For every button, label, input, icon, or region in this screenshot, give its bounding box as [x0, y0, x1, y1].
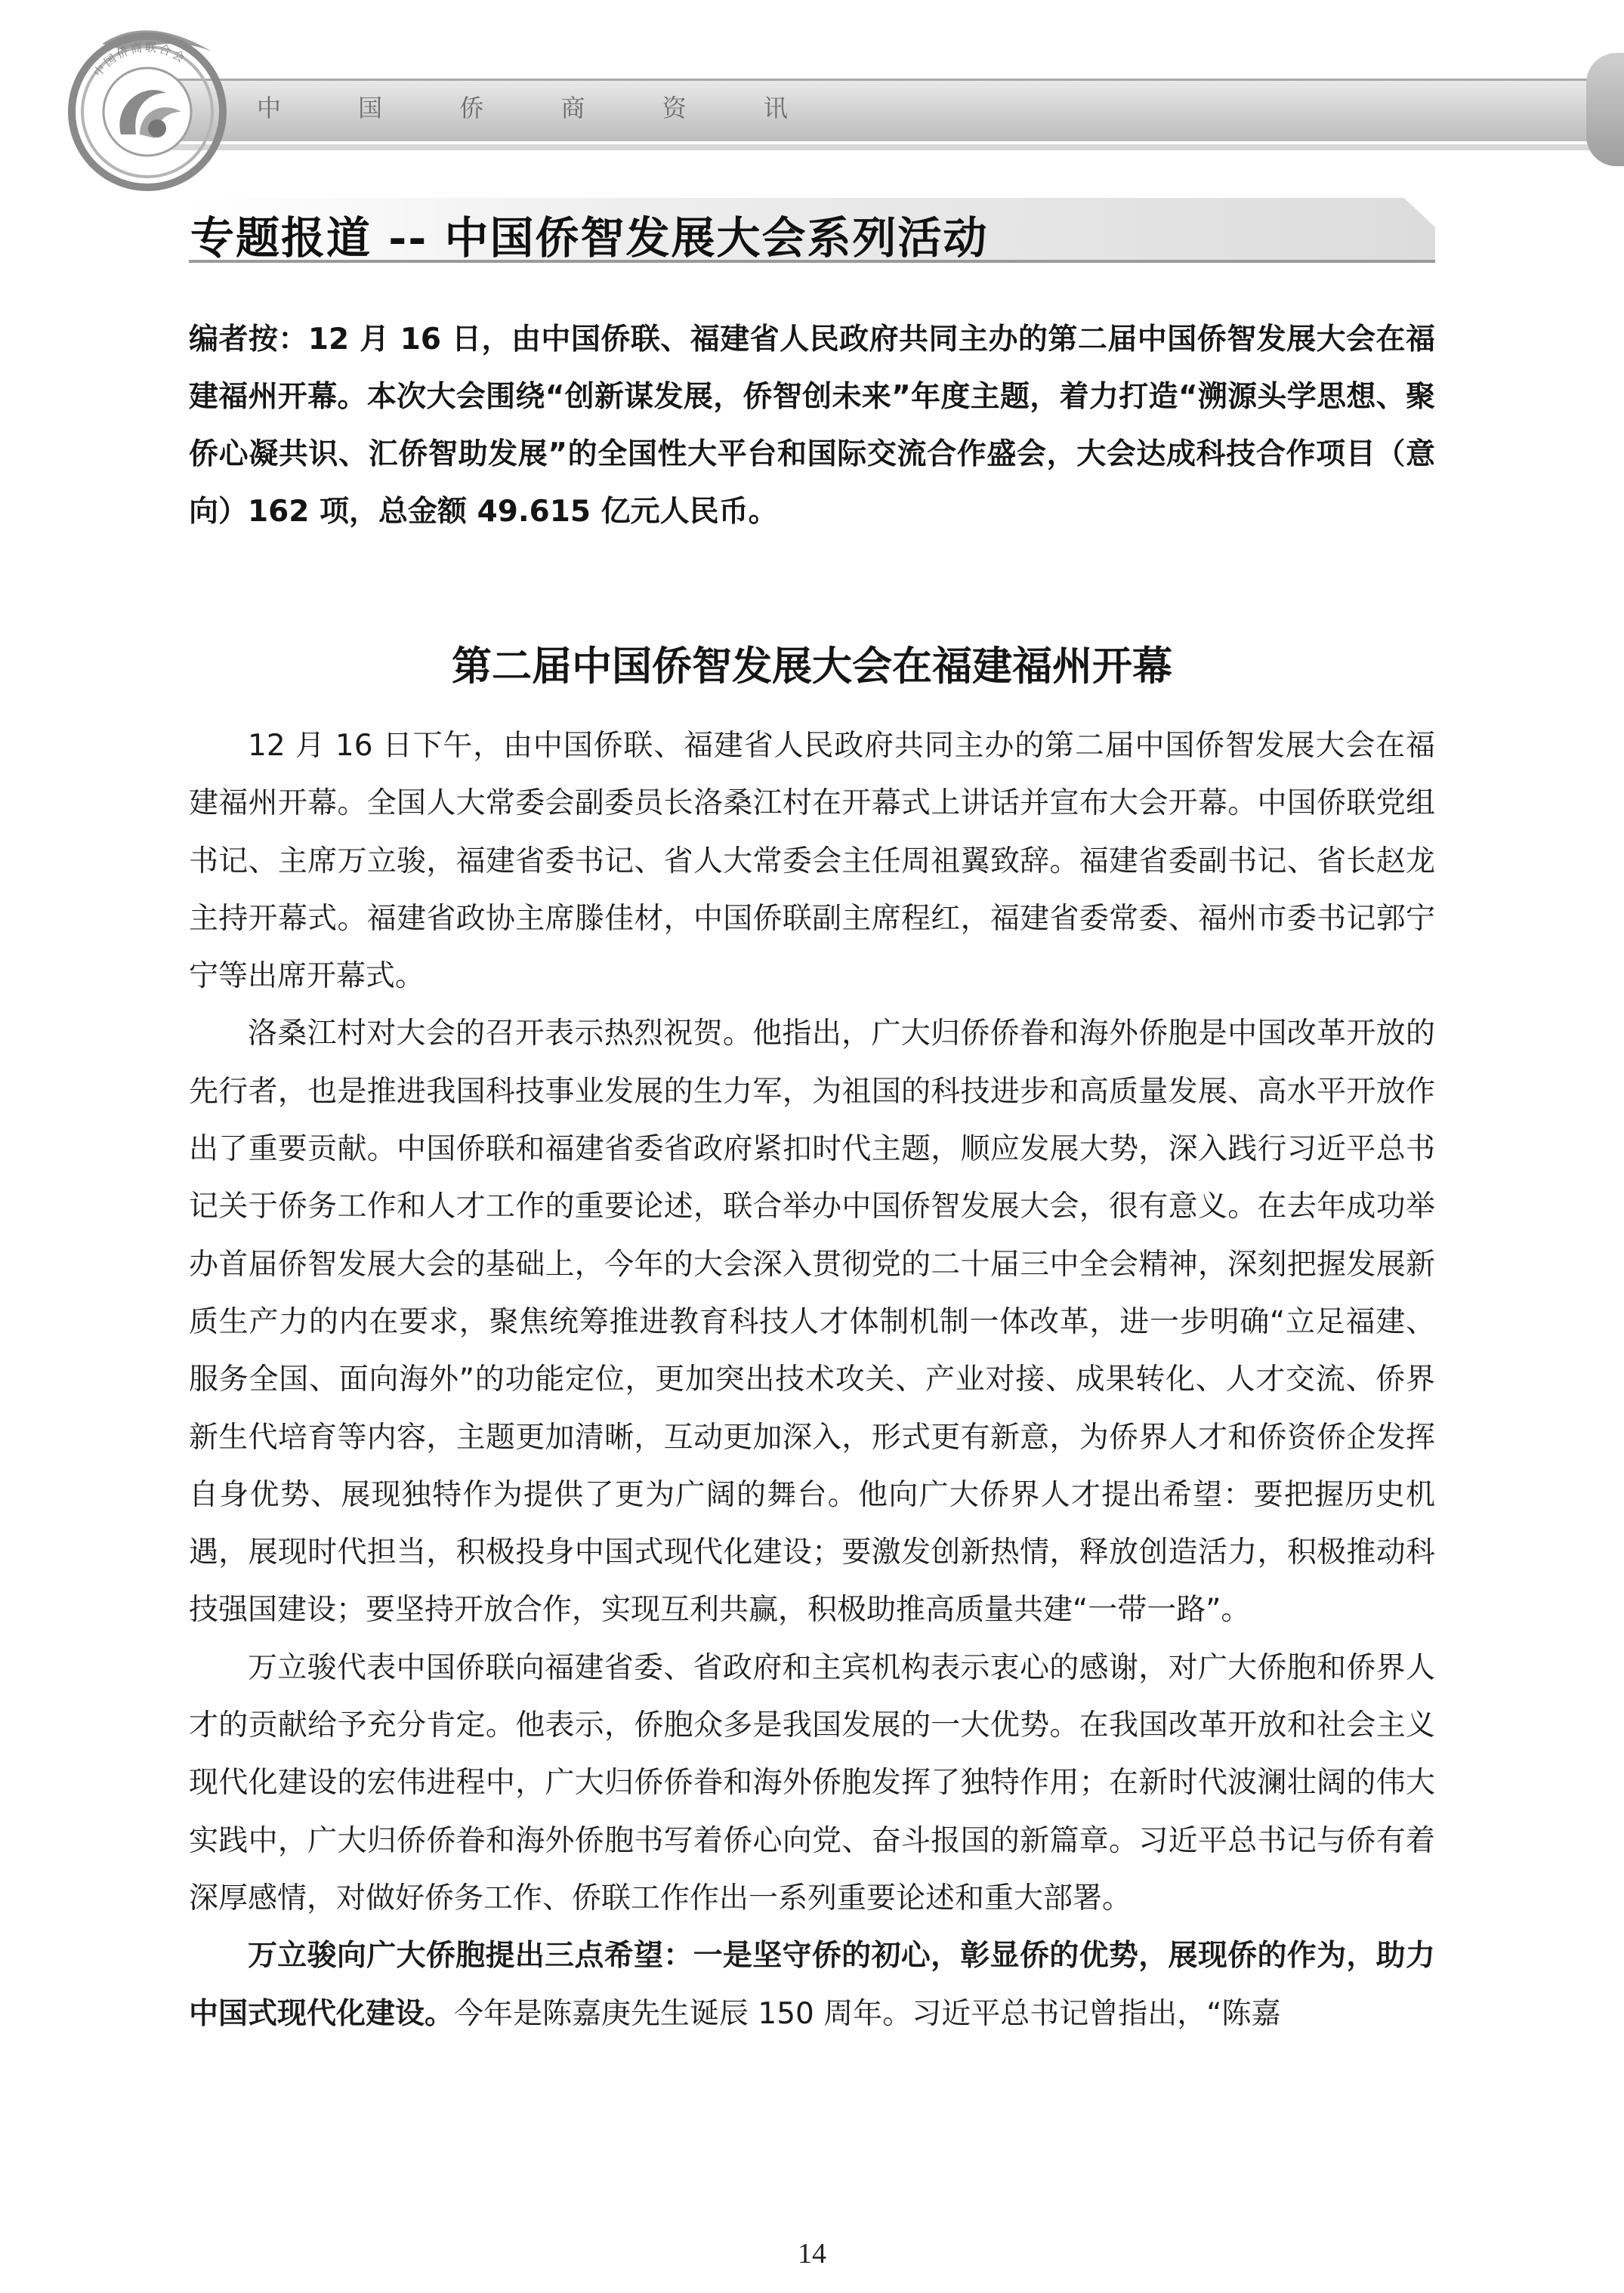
- paragraph-continuation: 今年是陈嘉庚先生诞辰 150 周年。习近平总书记曾指出，“陈嘉: [454, 1996, 1281, 2031]
- page-number: 14: [798, 2238, 826, 2270]
- article-body: [189, 718, 1435, 2043]
- article-paragraph: 12 月 16 日下午，由中国侨联、福建省人民政府共同主办的第二届中国侨智发展大会在福建福州开幕。全国人大常委会副委员长洛桑江村在开幕式上讲话并宣布大会开幕。中国侨联党组书记、主席万立骏，福建省委书记、省人大常委会主任周祖翼致辞。福建省委副书记、省长赵龙主持开幕式。福建省政协主席滕佳材，中国侨联副主席程红，福建省委常委、福州市委书记郭宁宁等出席开幕式。: [189, 729, 1435, 994]
- article-title: 第二届中国侨智发展大会在福建福州开幕: [452, 643, 1172, 690]
- article-paragraph: 洛桑江村对大会的召开表示热烈祝贺。他指出，广大归侨侨眷和海外侨胞是中国改革开放的先行者，也是推进我国科技事业发展的生力军，为祖国的科技进步和高质量发展、高水平开放作出了重要贡献。中国侨联和福建省委省政府紧扣时代主题，顺应发展大势，深入践行习近平总书记关于侨务工作和人才工作的重要论述，联合举办中国侨智发展大会，很有意义。在去年成功举办首届侨智发展大会的基础上，今年的大会深入贯彻党的二十届三中全会精神，深刻把握发展新质生产力的内在要求，聚焦统筹推进教育科技人才体制机制一体改革，进一步明确“立足福建、服务全国、面向海外”的功能定位，更加突出技术攻关、产业对接、成果转化、人才交流、侨界新生代培育等内容，主题更加清晰，互动更加深入，形式更有新意，为侨界人才和侨资侨企发挥自身优势、展现独特作为提供了更为广阔的舞台。他向广大侨界人才提出希望：要把握历史机遇，展现时代担当，积极投身中国式现代化建设；要激发创新热情，释放创造活力，积极推动科技强国建设；要坚持开放合作，实现互利共赢，积极助推高质量共建“一带一路”。: [189, 1017, 1435, 1628]
- running-title: 中 国 侨 商 资 讯: [257, 94, 823, 122]
- section-title: 专题报道 -- 中国侨智发展大会系列活动: [190, 212, 989, 264]
- header-cap: [1586, 53, 1624, 166]
- editor-note: 编者按：12 月 16 日，由中国侨联、福建省人民政府共同主办的第二届中国侨智发展大会在福建福州开幕。本次大会围绕“创新谋发展，侨智创未来”年度主题，着力打造“溯源头学思想、聚侨心凝共识、汇侨智助发展”的全国性大平台和国际交流合作盛会，大会达成科技合作项目（意向）162 项，总金额 49.615 亿元人民币。: [189, 323, 1435, 529]
- logo-emblem: [60, 21, 234, 195]
- bold-lead: 万立骏向广大侨胞提出三点希望：一是坚守侨的初心，彰显侨的优势，展现侨的作为，助力中国式现代化建设。: [189, 1939, 1435, 2031]
- logo-text: 中国侨商联合会: [91, 40, 189, 80]
- logo-icon: [60, 21, 234, 195]
- article-paragraph-last: [189, 1927, 1435, 2043]
- article-paragraph: 万立骏代表中国侨联向福建省委、省政府和主宾机构表示衷心的感谢，对广大侨胞和侨界人才的贡献给予充分肯定。他表示，侨胞众多是我国发展的一大优势。在我国改革开放和社会主义现代化建设的宏伟进程中，广大归侨侨眷和海外侨胞发挥了独特作用；在新时代波澜壮阔的伟大实践中，广大归侨侨眷和海外侨胞书写着侨心向党、奋斗报国的新篇章。习近平总书记与侨有着深厚感情，对做好侨务工作、侨联工作作出一系列重要论述和重大部署。: [189, 1650, 1435, 1915]
